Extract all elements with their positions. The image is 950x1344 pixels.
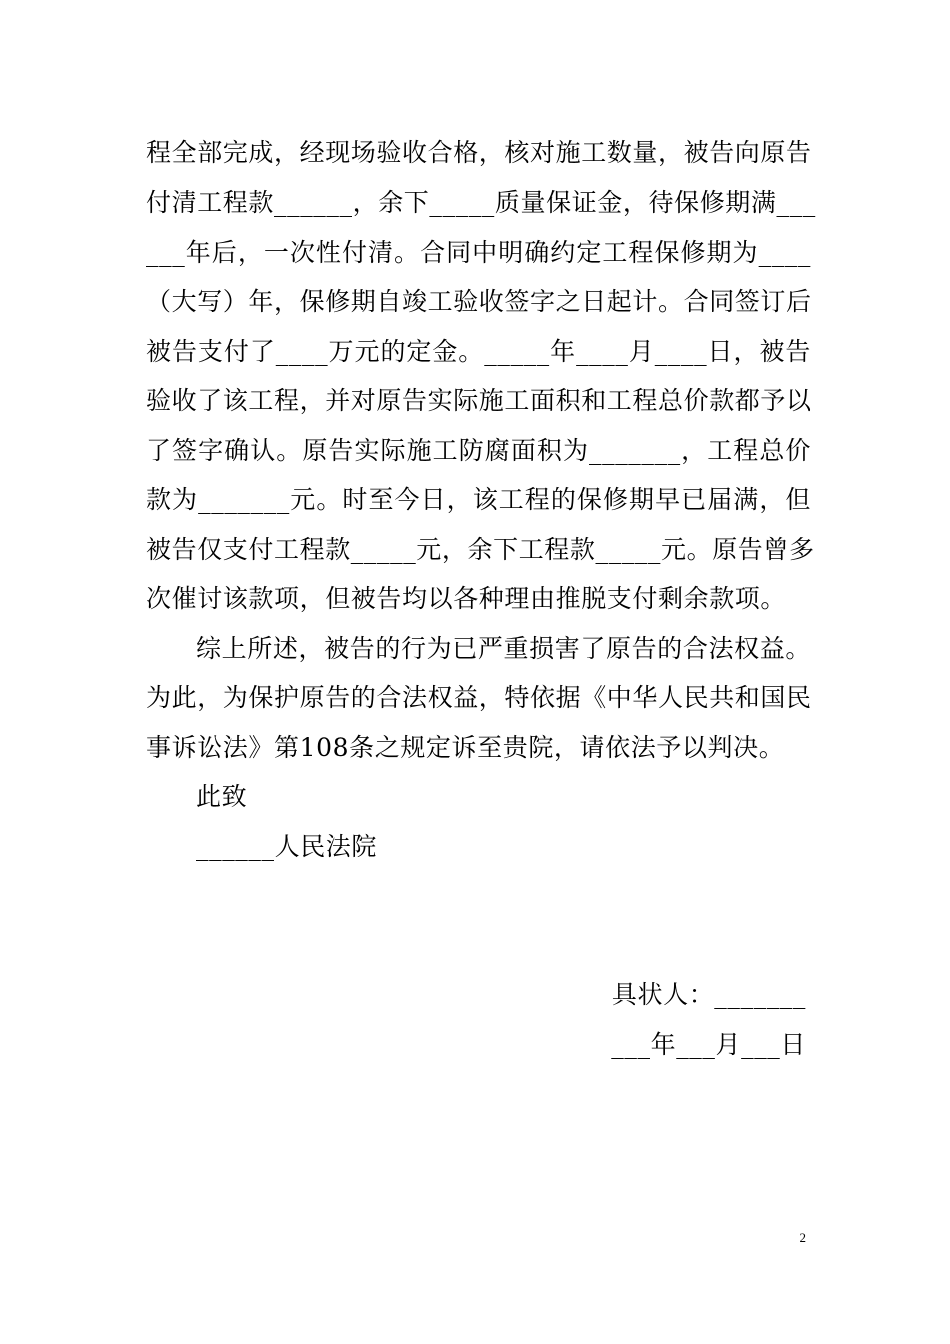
body-line-8: 款为_______元。时至今日，该工程的保修期早已届满，但 [146,485,811,514]
conclusion-line-1: 综上所述，被告的行为已严重损害了原告的合法权益。 [196,634,811,663]
salutation: 此致 [196,782,248,811]
signature-line: 具状人：_______ [611,980,806,1009]
conclusion-line-2: 为此，为保护原告的合法权益，特依据《中华人民共和国民 [146,683,812,712]
body-line-9: 被告仅支付工程款_____元，余下工程款_____元。原告曾多 [146,535,815,564]
body-line-4: （大写）年，保修期自竣工验收签字之日起计。合同签订后 [146,287,812,316]
body-line-7: 了签字确认。原告实际施工防腐面积为_______，工程总价 [146,436,811,465]
body-line-10: 次催讨该款项，但被告均以各种理由推脱支付剩余款项。 [146,584,787,613]
body-line-2: 付清工程款______，余下_____质量保证金，待保修期满___ [146,188,816,217]
court-name: ______人民法院 [196,832,378,861]
conclusion-line-3: 事诉讼法》第108条之规定诉至贵院，请依法予以判决。 [146,733,785,762]
body-line-5: 被告支付了____万元的定金。_____年____月____日，被告 [146,337,811,366]
body-line-6: 验收了该工程，并对原告实际施工面积和工程总价款都予以 [146,386,812,415]
body-line-1: 程全部完成，经现场验收合格，核对施工数量，被告向原告 [146,138,812,167]
body-line-3: ___年后，一次性付清。合同中明确约定工程保修期为____ [146,238,811,267]
page-number: 2 [799,1230,806,1245]
date-line: ___年___月___日 [611,1030,806,1059]
